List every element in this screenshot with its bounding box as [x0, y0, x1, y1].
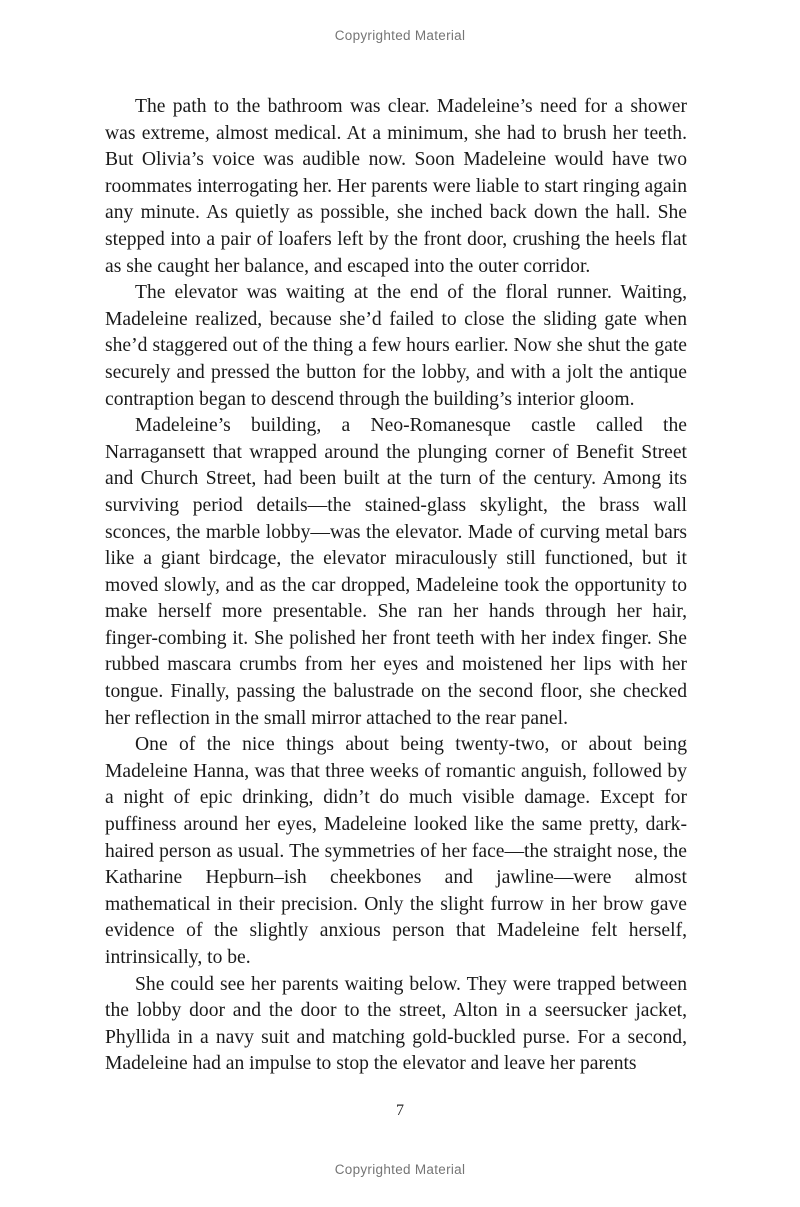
paragraph: Madeleine’s building, a Neo-Romanesque castle called the Narragansett that wrapped around the plunging corner of Benefit Street and Church Street, had been built at the turn of the century. Among its surviving period details—the stained-glass skylight, the brass wall sconces, the marble lobby—was the elevator. Made of curving metal bars like a giant birdcage, the elevator miraculously still functioned, but it moved slowly, and as the car dropped, Madeleine took the opportunity to make herself more presentable. She ran her hands through her hair, finger-combing it. She polished her front teeth with her index finger. She rubbed mascara crumbs from her eyes and moistened her lips with her tongue. Finally, passing the balustrade on the second floor, she checked her reflection in the small mirror attached to the rear panel. — [105, 415, 687, 729]
running-foot: Copyrighted Material — [334, 1162, 466, 1177]
paragraph: One of the nice things about being twenty-two, or about being Madeleine Hanna, was that three weeks of romantic anguish, followed by a night of epic drinking, didn’t do much visible damage. Except for puffiness around her eyes, Madeleine looked like the same pretty, dark-haired person as usual. The symmetries of her face—the straight nose, the Katharine Hepburn–ish cheekbones and jawline—were almost mathematical in their precision. Only the slight furrow in her brow gave evidence of the slightly anxious person that Madeleine felt herself, intrinsically, to be. — [105, 734, 687, 968]
body-text — [105, 94, 687, 1078]
paragraph: She could see her parents waiting below. They were trapped between the lobby door and the door to the street, Alton in a seersucker jacket, Phyllida in a navy suit and matching gold-buckled purse. For a second, Madeleine had an impulse to stop the elevator and leave her parents — [105, 973, 687, 1075]
running-head: Copyrighted Material — [334, 28, 466, 43]
paragraph: The elevator was waiting at the end of the floral runner. Waiting, Madeleine realized, because she’d failed to close the sliding gate when she’d staggered out of the thing a few hours earlier. Now she shut the gate securely and pressed the button for the lobby, and with a jolt the antique contraption began to descend through the building’s interior gloom. — [105, 282, 687, 410]
paragraph: The path to the bathroom was clear. Madeleine’s need for a shower was extreme, almost medical. At a minimum, she had to brush her teeth. But Olivia’s voice was audible now. Soon Madeleine would have two roommates interrogating her. Her parents were liable to start ringing again any minute. As quietly as possible, she inched back down the hall. She stepped into a pair of loafers left by the front door, crushing the heels flat as she caught her balance, and escaped into the outer corridor. — [105, 96, 687, 277]
page-number: 7 — [396, 1102, 404, 1119]
